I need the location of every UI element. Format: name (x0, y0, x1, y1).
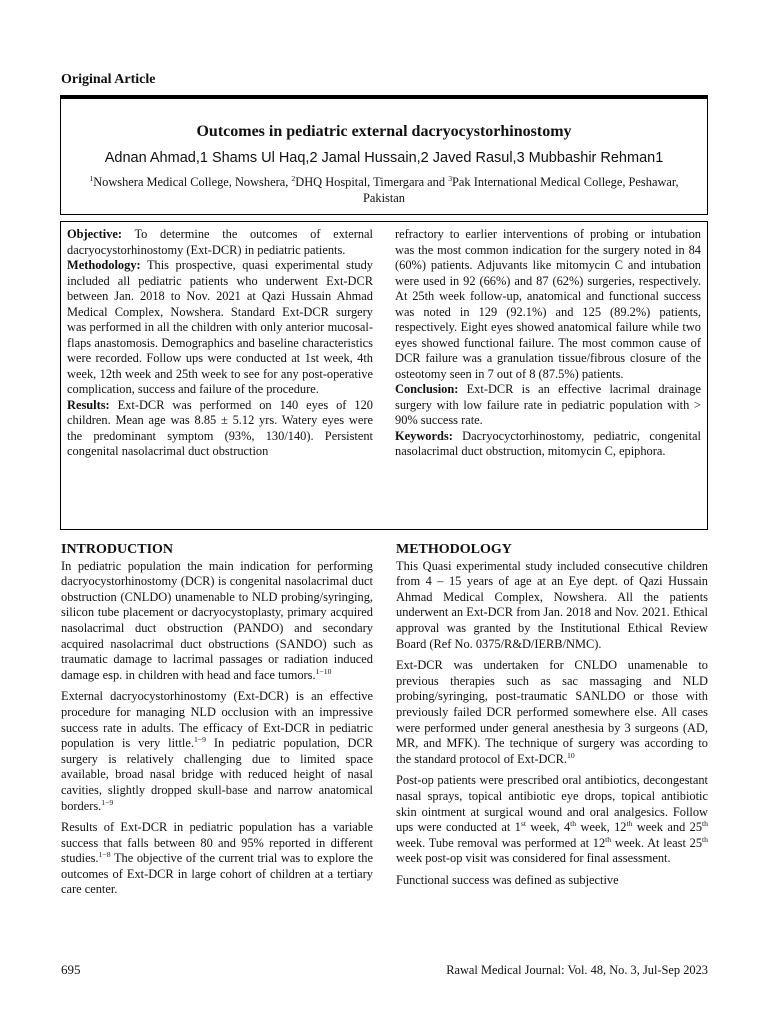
abstract-objective (67, 227, 373, 258)
journal-citation: Rawal Medical Journal: Vol. 48, No. 3, Jul-Sep 2023 (446, 963, 708, 977)
paragraph-text: Results of Ext-DCR in pediatric population has a variable success that falls between 80 and 95% reported in different studies. (61, 820, 373, 866)
keywords-text: Dacryocyctorhinostomy, pediatric, congenital nasolacrimal duct obstruction, mitomycin C, epiphora. (395, 428, 701, 458)
abstract-left-column (67, 227, 373, 460)
abstract-methodology (67, 258, 373, 398)
paragraph-text: In pediatric population, DCR surgery is relatively challenging due to limited space available, broad nasal bridge with reduced height of nasal cavities, slightly dropped skull-base and narrow anatomical borders. (61, 736, 373, 813)
affiliation-marker: 3 (448, 173, 453, 183)
paragraph-text: week and 25 (632, 820, 703, 835)
citation-ref: 1−9 (193, 735, 206, 744)
conclusion-text: Ext-DCR is an effective lacrimal drainage surgery with low failure rate in pediatric population with > 90% success rate. (395, 382, 701, 427)
introduction-paragraph (61, 820, 373, 898)
ordinal-suffix: th (702, 818, 709, 828)
abstract-right-column (395, 227, 701, 460)
ordinal-suffix: th (626, 818, 633, 828)
page-number: 695 (61, 962, 81, 977)
affiliation-text: DHQ Hospital, Timergara and (295, 175, 449, 189)
affiliation-marker: 2 (291, 173, 296, 183)
paragraph-text: week, 4 (525, 820, 571, 835)
article-title: Outcomes in pediatric external dacryocystorhinostomy (196, 123, 572, 140)
methodology-section (396, 542, 708, 894)
paragraph-text: Ext-DCR was undertaken for CNLDO unamenable to previous therapies such as sac massaging and NLD probing/syringing, post-traumatic SANLDO or those with previously failed DCR performed somewhere else. All cases were performed under general anesthesia by 3 surgeons (AD, MR, and MFK). The technique of surgery was according to the standard protocol of Ext-DCR. (396, 658, 708, 766)
objective-label: Objective: (67, 227, 123, 241)
paragraph-text: The objective of the current trial was to explore the outcomes of Ext-DCR in large cohort of children at a tertiary care center. (61, 851, 373, 897)
paragraph-text: Post-op patients were prescribed oral antibiotics, decongestant nasal sprays, topical antibiotic eye drops, topical antibiotic skin ointment at surgical wound and oral analgesics. Follow ups were conducted at 1 (396, 773, 708, 835)
affiliations (61, 174, 707, 206)
affiliation-text: Nowshera Medical College, Nowshera, (93, 175, 292, 189)
ordinal-suffix: st (520, 818, 526, 828)
ordinal-suffix: th (605, 834, 612, 844)
article-header-box (60, 95, 708, 215)
ordinal-suffix: th (702, 834, 708, 844)
methodology-paragraph (396, 773, 708, 867)
author-list: Adnan Ahmad,1 Shams Ul Haq,2 Jamal Hussain,2 Javed Rasul,3 Mubbashir Rehman1 (104, 150, 664, 166)
abstract-conclusion (395, 382, 701, 429)
introduction-section (61, 542, 373, 904)
abstract-box (60, 221, 708, 530)
paragraph-text: week post-op visit was considered for final assessment. (396, 851, 671, 866)
conclusion-label: Conclusion: (395, 382, 459, 396)
citation-ref: 10 (567, 750, 575, 760)
introduction-heading: INTRODUCTION (61, 542, 174, 557)
affiliation-marker: 1 (89, 173, 94, 183)
ordinal-suffix: th (570, 818, 577, 828)
methodology-paragraph: Functional success was defined as subjective (396, 872, 619, 887)
abstract-results (67, 398, 373, 460)
paragraph-text: week, 12 (576, 820, 627, 835)
paragraph-text: External dacryocystorhinostomy (Ext-DCR) is an effective procedure for managing NLD occlusion with an impressive success rate in adults. The efficacy of Ext-DCR in pediatric population is very little. (61, 689, 373, 751)
results-label: Results: (67, 397, 110, 412)
keywords-label: Keywords: (395, 428, 453, 443)
paragraph-text: week. At least 25 (611, 835, 703, 850)
introduction-paragraph (61, 689, 373, 814)
citation-ref: 1−8 (98, 850, 111, 860)
methodology-paragraph: This Quasi experimental study included consecutive children from 4 – 15 years of age at an Eye dept. of Qazi Hussain Ahmad Medical Complex, Nowshera. All the patients underwent an Ext-DCR from Jan. 2018 and Nov. 2021. Ethical approval was granted by the Institutional Ethical Review Board (Ref No. 0375/R&D/IERB/NMC). (396, 558, 708, 651)
results-text: Ext-DCR was performed on 140 eyes of 120 children. Mean age was 8.85 ± 5.12 yrs. Watery eyes were the predominant symptom (93%, 130/140). Persistent congenital nasolacrimal duct obstruction (67, 397, 373, 458)
methodology-paragraph (396, 658, 708, 767)
abstract-keywords (395, 429, 701, 460)
methodology-heading: METHODOLOGY (396, 542, 512, 557)
article-type-label: Original Article (61, 72, 156, 87)
citation-ref: 1−10 (315, 666, 332, 676)
objective-text: To determine the outcomes of external dacryocystorhinostomy (Ext-DCR) in pediatric patients. (67, 227, 373, 257)
introduction-paragraph (61, 559, 373, 684)
paragraph-text: week. Tube removal was performed at 12 (396, 835, 606, 850)
citation-ref: 1−9 (101, 797, 114, 807)
paragraph-text: In pediatric population the main indication for performing dacryocystorhinostomy (DCR) is congenital nasolacrimal duct obstruction (CNLDO) unamenable to NLD probing/syringing, silicon tube placement or dacryocystoplasty, primary acquired nasolacrimal duct obstruction (PANDO) and secondary acquired nasolacrimal duct obstructions (SANDO) such as traumatic damage to lacrimal passages or radiation induced damage esp. in children with head and face tumors. (61, 558, 373, 682)
methodology-text: This prospective, quasi experimental study included all pediatric patients who underwent Ext-DCR between Jan. 2018 to Nov. 2021 at Qazi Hussain Ahmad Medical Complex, Nowshera. Standard Ext-DCR surgery was performed in all the children with only anterior mucosal-flaps anastomosis. Demographics and baseline characteristics were recorded. Follow ups were conducted at 1st week, 4th week, 12th week and 25th week to see for any post-operative complication, success and failure of the procedure. (67, 258, 373, 396)
affiliation-text: Pak International Medical College, Peshawar, Pakistan (363, 175, 679, 205)
methodology-label: Methodology: (67, 258, 141, 272)
abstract-results-continued: refractory to earlier interventions of probing or intubation was the most common indication for the surgery noted in 84 (60%) patients. Adjuvants like mitomycin C and intubation were used in 92 (66%) and 87 (62%) surgeries, respectively. At 25th week follow-up, anatomical and functional success was noted in 129 (92.1%) and 125 (89.2%) patients, respectively. Eight eyes showed anatomical failure while two eyes showed functional failure. The most common cause of DCR failure was a granulation tissue/fibrous closure of the osteotomy seen in 7 out of 8 (87.5%) patients. (395, 227, 701, 381)
